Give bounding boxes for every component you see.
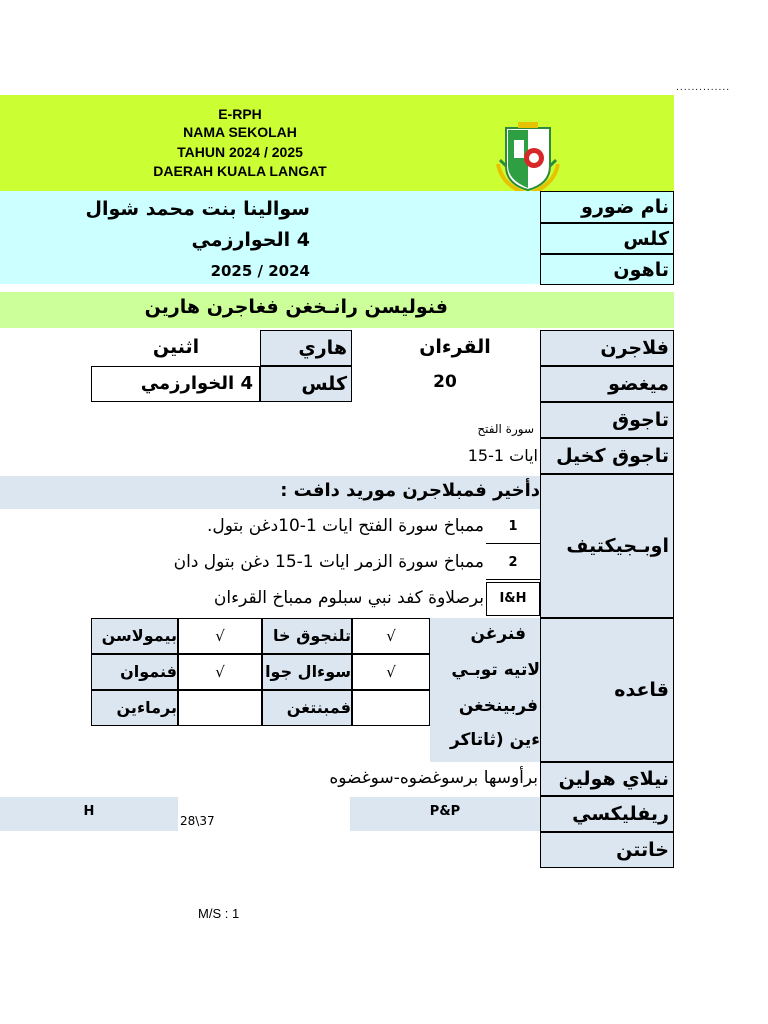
objective-2-number: 2: [486, 546, 540, 580]
year-value: 2024 / 2025: [210, 262, 310, 280]
method-side-line-4: ءين (ثاتاكر: [449, 730, 540, 750]
reflection-count: 28\37: [180, 814, 215, 828]
method-r1-a: تلنجوق خا: [262, 618, 352, 654]
method-r2-b-tick: √: [178, 654, 262, 690]
page-number: M/S : 1: [198, 906, 240, 921]
class-label: كلس: [540, 223, 674, 254]
method-side-line-3: فربينخغن: [458, 696, 538, 716]
header-line-4: DAERAH KUALA LANGAT: [153, 163, 327, 179]
row2-class-value: 4 الخوارزمي: [91, 366, 260, 402]
week-label: ميغضو: [540, 366, 674, 402]
topic-value: سورة الفتح: [477, 422, 534, 436]
header-line-1: E-RPH: [218, 106, 262, 122]
method-side-column: [430, 618, 540, 762]
header-line-3: TAHUN 2024 / 2025: [177, 144, 303, 160]
method-r3-b: برماءين: [91, 690, 178, 726]
objective-1-number: 1: [486, 510, 540, 544]
row2-class-label: كلس: [260, 366, 352, 402]
teacher-name: سوالينا بنت محمد شوال: [85, 198, 310, 220]
reflection-pp: P&P: [350, 797, 540, 831]
plan-title-bar: [0, 292, 674, 328]
signature-label: خاتتن: [540, 832, 674, 868]
method-r2-a-tick: √: [352, 654, 430, 690]
ih-text: برصلاوة كفد نبي سبلوم ممباخ القرءان: [213, 588, 484, 608]
week-value: 20: [433, 372, 457, 392]
objective-1-text: ممباخ سورة الفتح ايات 1-10دغن بتول.: [206, 516, 484, 536]
day-value: اثنين: [152, 336, 200, 358]
subject-label: فلاجرن: [540, 330, 674, 366]
subject-value: القرءان: [419, 336, 491, 358]
method-r2-b: فنموان: [91, 654, 178, 690]
method-r3-a-tick: [352, 690, 430, 726]
subtopic-label: تاجوق كخيل: [540, 438, 674, 474]
school-crest-icon: [496, 120, 560, 196]
objective-2-text: ممباخ سورة الزمر ايات 1-15 دغن بتول دان: [173, 552, 484, 572]
method-r1-a-tick: √: [352, 618, 430, 654]
reflection-h: H: [0, 797, 178, 831]
ih-label: I&H: [486, 582, 540, 616]
method-r3-b-tick: [178, 690, 262, 726]
objective-intro-bar: [0, 476, 540, 509]
header-line-2: NAMA SEKOLAH: [183, 124, 297, 140]
method-r1-b: بيمولاسن: [91, 618, 178, 654]
method-r3-a: فمبنتغن: [262, 690, 352, 726]
objective-intro: دأخير فمبلاجرن موريد دافت :: [280, 480, 540, 501]
day-label: هاري: [260, 330, 352, 366]
method-r2-a: سوءال جوا: [262, 654, 352, 690]
objective-label: اوبـجيكتيف: [540, 474, 674, 618]
name-label: نام ضورو: [540, 191, 674, 223]
teacher-info-band: [0, 191, 540, 284]
dotted-line: ..............: [676, 83, 731, 93]
plan-title: فنوليسن رانـخغن فغاجرن هارين: [144, 296, 448, 318]
subtopic-value: ايات 1-15: [467, 446, 538, 465]
method-side-line-2: لاتيه توبـي: [451, 660, 540, 680]
reflection-label: ريفليكسي: [540, 796, 674, 832]
method-side-line-1: فنرغن: [470, 624, 526, 644]
values-label: نيلاي هولين: [540, 762, 674, 796]
method-r1-b-tick: √: [178, 618, 262, 654]
values-text: برأوسها برسوغضوه-سوغضوه: [329, 768, 538, 788]
method-label: قاعده: [540, 618, 674, 762]
class-name: 4 الحوارزمي: [191, 229, 310, 251]
header-band: [0, 95, 674, 191]
topic-label: تاجوق: [540, 402, 674, 438]
year-label: تاهون: [540, 254, 674, 285]
